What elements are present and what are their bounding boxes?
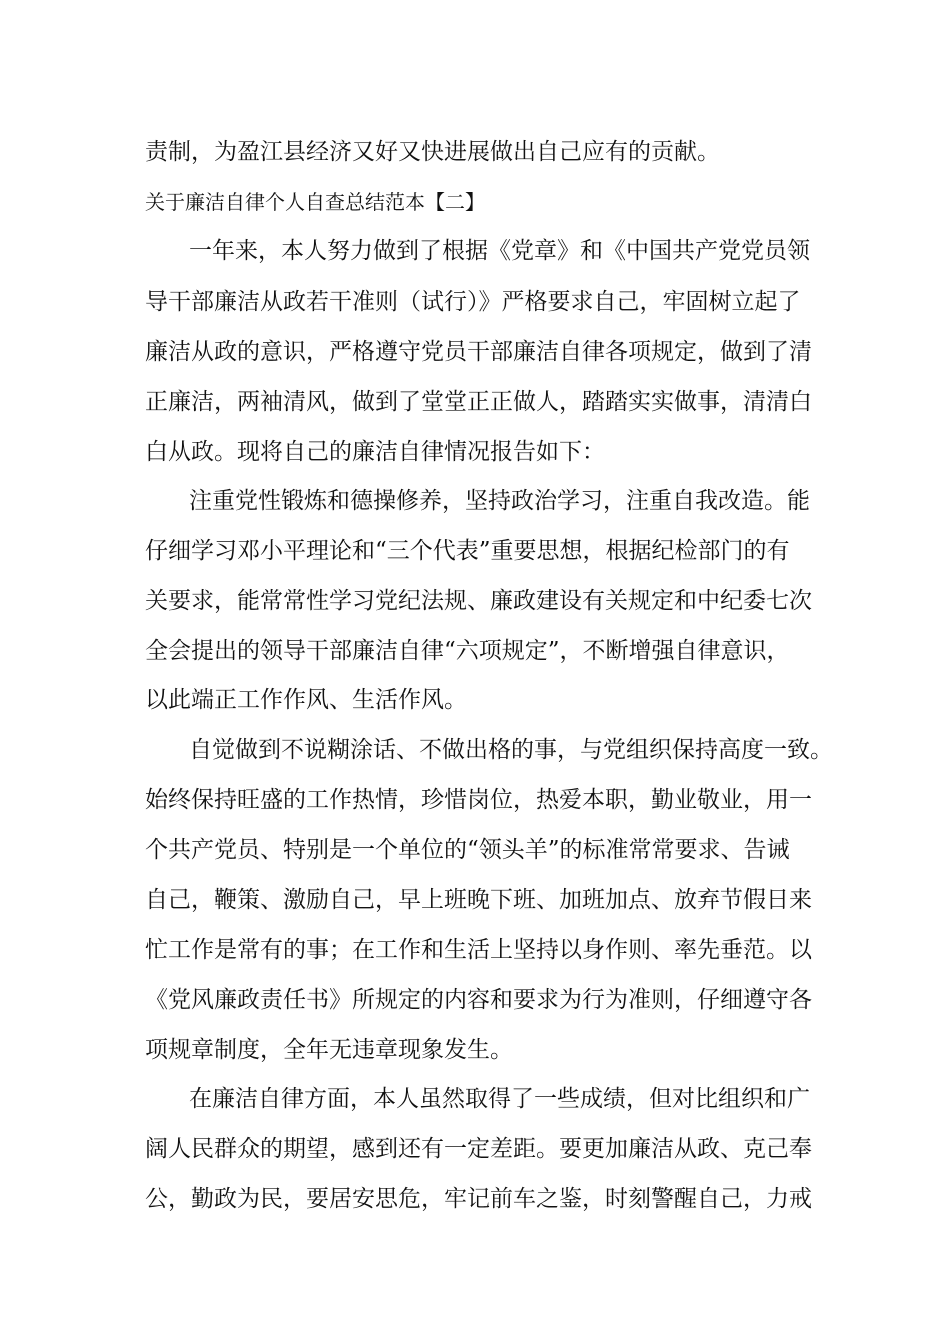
paragraph-line: 项规章制度，全年无违章现象发生。 <box>145 1037 513 1063</box>
paragraph-line: 以此端正工作作风、生活作风。 <box>145 687 467 713</box>
paragraph-line: 关要求，能常常性学习党纪法规、廉政建设有关规定和中纪委七次 <box>145 588 812 614</box>
paragraph-line: 导干部廉洁从政若干准则（试行）》严格要求自己，牢固树立起了 <box>145 289 801 315</box>
section-heading: 关于廉洁自律个人自查总结范本【二】 <box>145 190 485 214</box>
paragraph-line: 个共产党员、特别是一个单位的“领头羊”的标准常常要求、告诫 <box>145 837 790 863</box>
paragraph-line: 白从政。现将自己的廉洁自律情况报告如下： <box>145 439 605 465</box>
paragraph-line: 在廉洁自律方面，本人虽然取得了一些成绩，但对比组织和广 <box>189 1086 810 1112</box>
text-line: 责制，为盈江县经济又好又快进展做出自己应有的贡献。 <box>145 139 720 165</box>
paragraph-line: 公，勤政为民，要居安思危，牢记前车之鉴，时刻警醒自己，力戒 <box>145 1186 812 1212</box>
paragraph-line: 始终保持旺盛的工作热情，珍惜岗位，热爱本职，勤业敬业，用一 <box>145 787 812 813</box>
paragraph-line: 全会提出的领导干部廉洁自律“六项规定”，不断增强自律意识， <box>145 638 790 664</box>
paragraph-line: 自己，鞭策、激励自己，早上班晚下班、加班加点、放弃节假日来 <box>145 887 812 913</box>
paragraph-line: 正廉洁，两袖清风，做到了堂堂正正做人，踏踏实实做事，清清白 <box>145 389 812 415</box>
paragraph-line: 仔细学习邓小平理论和“三个代表”重要思想，根据纪检部门的有 <box>145 538 790 564</box>
paragraph-line: 注重党性锻炼和德操修养，坚持政治学习，注重自我改造。能 <box>189 488 810 514</box>
paragraph-line: 阔人民群众的期望，感到还有一定差距。要更加廉洁从政、克己奉 <box>145 1136 812 1162</box>
paragraph-line: 忙工作是常有的事；在工作和生活上坚持以身作则、率先垂范。以 <box>145 937 812 963</box>
paragraph-line: 一年来，本人努力做到了根据《党章》和《中国共产党党员领 <box>189 238 810 264</box>
paragraph-line: 《党风廉政责任书》所规定的内容和要求为行为准则，仔细遵守各 <box>145 987 812 1013</box>
paragraph-line: 廉洁从政的意识，严格遵守党员干部廉洁自律各项规定，做到了清 <box>145 339 812 365</box>
paragraph-line: 自觉做到不说糊涂话、不做出格的事，与党组织保持高度一致。 <box>189 737 833 763</box>
